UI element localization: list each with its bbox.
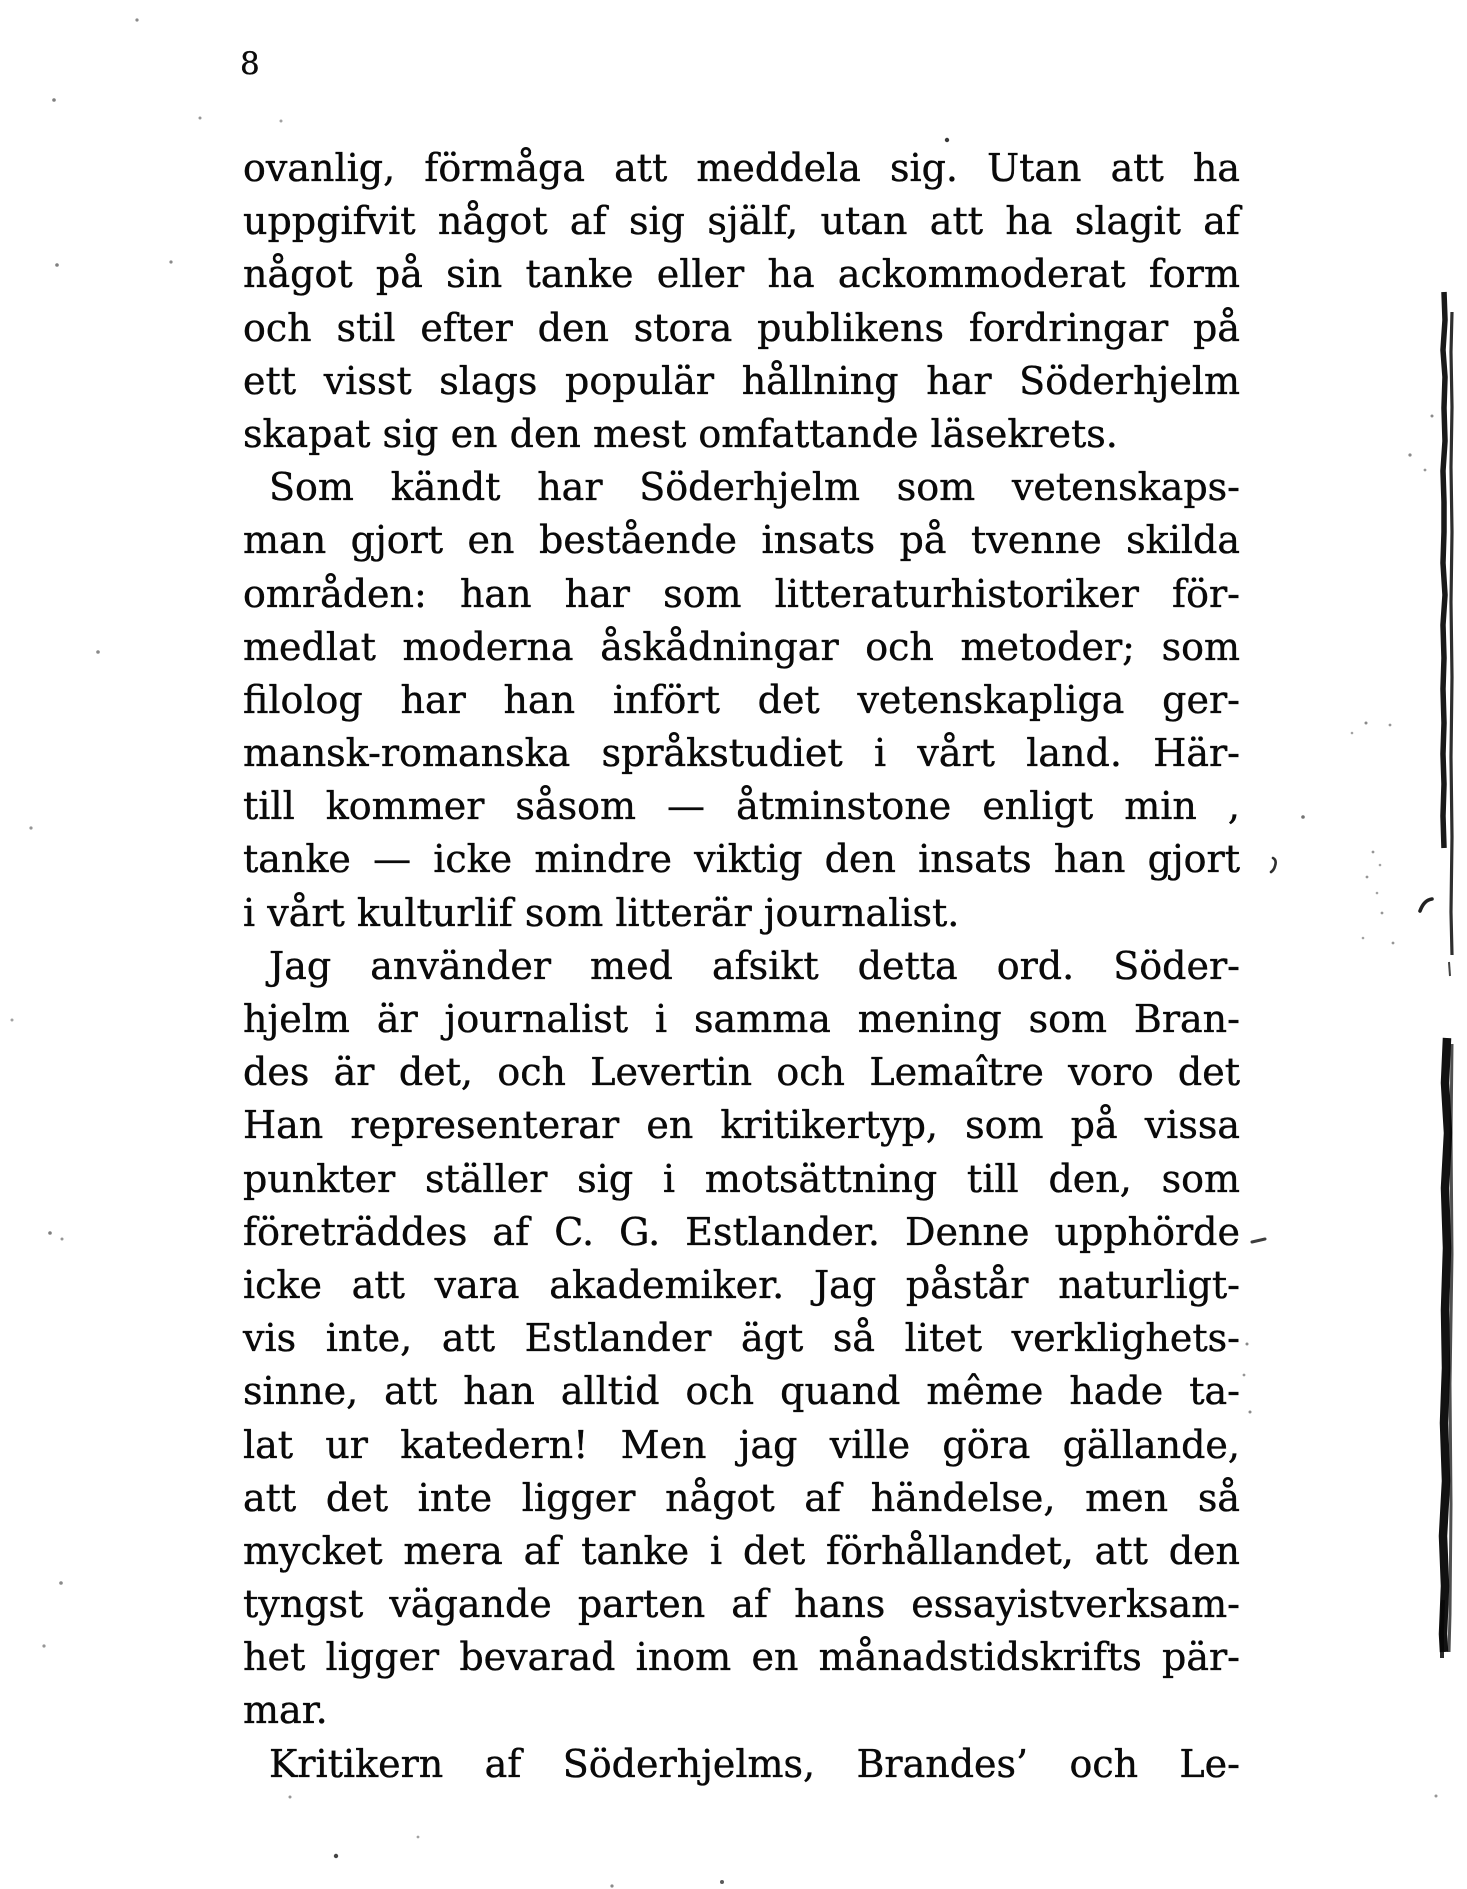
scan-crease-bridge	[1449, 962, 1450, 976]
text-line: man gjort en bestående insats på tvenne skilda	[243, 518, 1240, 563]
text-line: lat ur katedern! Men jag ville göra gällande,	[243, 1422, 1240, 1467]
text-line: Jag använder med afsikt detta ord. Söder-	[269, 943, 1240, 988]
margin-tick-mark	[1420, 899, 1432, 911]
scan-crease-line-lower	[1443, 1038, 1448, 1652]
text-line: områden: han har som litteraturhistoriker för-	[243, 571, 1240, 616]
text-line: Som kändt har Söderhjelm som vetenskaps-	[269, 465, 1240, 510]
text-line: mansk-romanska språkstudiet i vårt land. Här-	[243, 731, 1240, 776]
text-line: filolog har han infört det vetenskapliga ger-	[243, 677, 1240, 722]
text-line: och stil efter den stora publikens fordringar på	[243, 305, 1240, 350]
scan-crease-line-lower-taper	[1442, 1600, 1443, 1658]
text-line: des är det, och Levertin och Lemaître voro det	[243, 1050, 1240, 1095]
text-line: till kommer såsom — åtminstone enligt min ,	[243, 784, 1240, 829]
text-line: i vårt kulturlif som litterär journalist.	[243, 890, 960, 935]
text-line: mycket mera af tanke i det förhållandet, att den	[243, 1528, 1240, 1573]
text-line: sinne, att han alltid och quand même hade ta-	[243, 1369, 1240, 1414]
stray-dash-fleck	[1252, 1239, 1265, 1242]
text-line: icke att vara akademiker. Jag påstår naturligt-	[243, 1262, 1240, 1307]
text-line: punkter ställer sig i motsättning till den, som	[243, 1156, 1240, 1201]
text-line: Kritikern af Söderhjelms, Brandes’ och Le-	[269, 1741, 1240, 1786]
text-line: skapat sig en den mest omfattande läsekrets.	[243, 411, 1118, 456]
text-line: tanke — icke mindre viktig den insats han gjort	[243, 837, 1240, 882]
text-line: något på sin tanke eller ha ackommoderat form	[243, 252, 1240, 297]
body-text	[243, 142, 1240, 1791]
text-line: mar.	[243, 1688, 328, 1733]
text-line: Han representerar en kritikertyp, som på vissa	[243, 1103, 1240, 1148]
page-number: 8	[240, 46, 261, 82]
text-line: uppgifvit något af sig själf, utan att ha slagit af	[243, 199, 1240, 244]
text-line: tyngst vägande parten af hans essayistverksam-	[243, 1582, 1240, 1627]
text-line: ovanlig, förmåga att meddela sig. Utan att ha	[243, 146, 1240, 190]
stray-comma-fleck	[1271, 858, 1276, 872]
scan-crease-line-lower-edge	[1449, 1044, 1452, 1652]
scan-crease-line-upper	[1443, 292, 1445, 848]
text-line: företräddes af C. G. Estlander. Denne upphörde	[243, 1209, 1240, 1254]
text-line: hjelm är journalist i samma mening som Bran-	[243, 997, 1240, 1041]
text-line: ett visst slags populär hållning har Söderhjelm	[243, 358, 1240, 403]
text-line: vis inte, att Estlander ägt så litet verklighets-	[243, 1316, 1240, 1361]
text-line: medlat moderna åskådningar och metoder; som	[243, 624, 1240, 669]
scan-crease-line-upper-companion	[1451, 312, 1452, 955]
text-line: het ligger bevarad inom en månadstidskrifts pär-	[243, 1635, 1240, 1680]
text-line: att det inte ligger något af händelse, men så	[243, 1475, 1240, 1520]
